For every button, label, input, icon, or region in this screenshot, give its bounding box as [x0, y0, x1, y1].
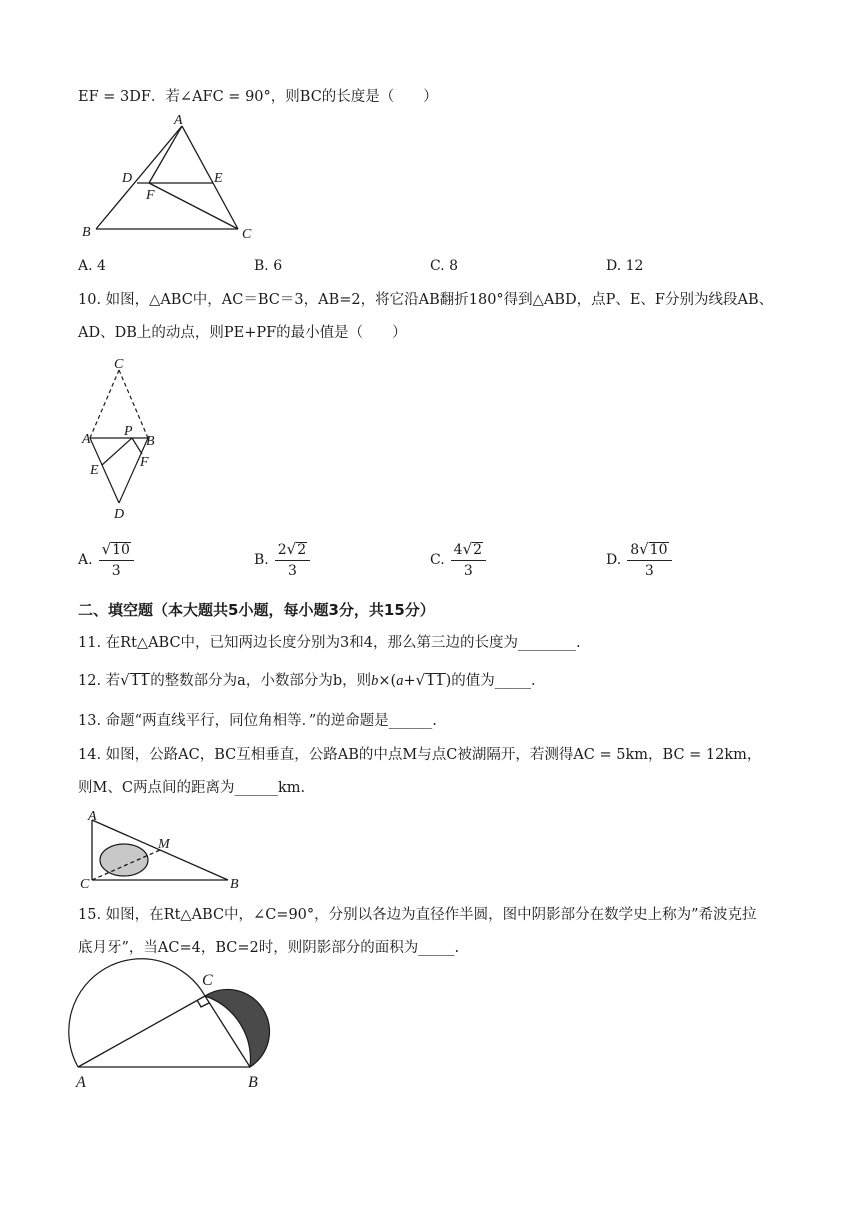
q15-lune-ac: [69, 959, 205, 1067]
q12-text: 12. 若√11的整数部分为a，小数部分为b，则b×(a+√11)的值为_____.: [78, 671, 536, 689]
q10-option-c: C. $\frac{4√2}{3}$: [430, 540, 486, 580]
q14-label-b: B: [230, 877, 239, 892]
q10-figure: [78, 358, 198, 528]
q14-lake: [100, 844, 148, 876]
q15-label-c: C: [202, 972, 213, 989]
q9-label-d: D: [122, 171, 133, 186]
q13-text: 13. 命题“两直线平行，同位角相等．”的逆命题是______.: [78, 713, 437, 729]
section-heading: 二、填空题（本大题共5小题，每小题3分，共15分）: [78, 601, 435, 619]
q9-label-f: F: [146, 188, 155, 203]
q14-stem-line1: 14. 如图，公路AC，BC互相垂直，公路AB的中点M与点C被湖隔开，若测得AC = 5km，BC = 12km，: [78, 747, 762, 763]
q9-option-c: C. 8: [430, 258, 459, 274]
q14-figure: [78, 808, 258, 892]
q9-option-a: A. 4: [78, 258, 106, 274]
q9-option-b: B. 6: [254, 258, 283, 274]
q10-label-d: D: [114, 507, 125, 522]
q14-label-c: C: [80, 877, 90, 892]
q9-label-a: A: [174, 113, 183, 128]
q10-option-d: D. $\frac{8√10}{3}$: [606, 540, 672, 580]
q15-label-a: A: [76, 1074, 86, 1091]
q15-label-b: B: [248, 1074, 258, 1091]
q14-label-m: M: [158, 837, 170, 852]
q10-option-b: B. $\frac{2√2}{3}$: [254, 540, 310, 580]
q10-label-f: F: [140, 455, 149, 470]
q9-stem: EF = 3DF．若∠AFC = 90°，则BC的长度是（ ）: [78, 89, 438, 105]
q9-figure: [78, 112, 278, 242]
q14-stem-line2: 则M、C两点间的距离为______km.: [78, 780, 306, 796]
q10-label-e: E: [90, 463, 99, 478]
q10-label-c: C: [114, 357, 124, 372]
q9-label-e: E: [214, 171, 223, 186]
q9-label-c: C: [242, 227, 252, 242]
q10-label-p: P: [124, 424, 133, 439]
q10-stem-line2: AD、DB上的动点，则PE+PF的最小值是（ ）: [78, 325, 407, 341]
q10-stem-line1: 10. 如图，△ABC中，AC＝BC＝3，AB=2，将它沿AB翻折180°得到△ABD，点P、E、F分别为线段AB、: [78, 292, 774, 308]
q15-figure: [72, 965, 292, 1095]
q9-option-d: D. 12: [606, 258, 644, 274]
q15-stem-line2: 底月牙”，当AC=4，BC=2时，则阴影部分的面积为_____.: [78, 940, 460, 956]
q10-label-a: A: [82, 432, 91, 447]
q10-option-a: A. $\frac{√10}{3}$: [78, 540, 134, 580]
q10-label-b: B: [146, 434, 155, 449]
q15-stem-line1: 15. 如图，在Rt△ABC中，∠C=90°，分别以各边为直径作半圆，图中阴影部分在数学史上称为”希波克拉: [78, 907, 757, 923]
q14-label-a: A: [88, 809, 97, 824]
q9-label-b: B: [82, 225, 91, 240]
q15-lune-bc: [205, 989, 270, 1067]
q11-text: 11. 在Rt△ABC中，已知两边长度分别为3和4，那么第三边的长度为________.: [78, 635, 581, 651]
